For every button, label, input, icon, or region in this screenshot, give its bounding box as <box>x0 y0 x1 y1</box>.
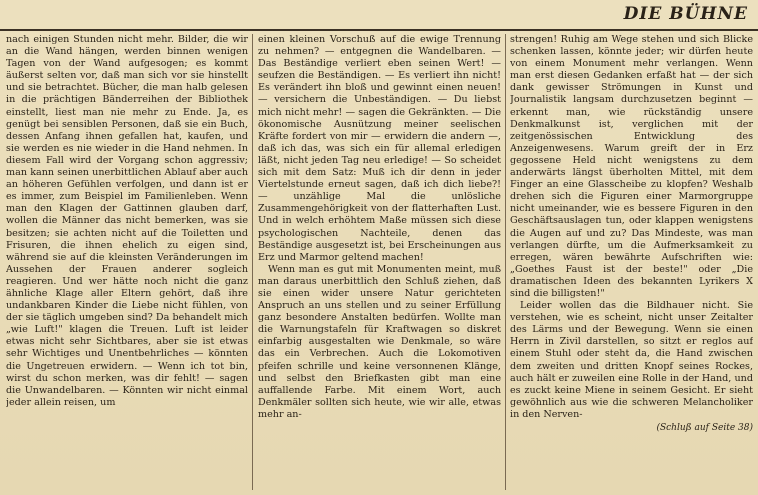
column-divider <box>505 34 506 490</box>
paragraph: nach einigen Stunden nicht mehr. Bilder, die wir an die Wand hängen, werden binnen wenigen Tagen von der Wand aufgesogen; es kommt äußerst selten vor, daß man sich vor sie hinstellt und sie betrachtet. Bücher, die man halb gelesen in die prächtigen Bänderreihen der Bibliothek einstellt, liest man nie mehr zu Ende. Ja, es genügt bei sensiblen Personen, daß sie ein Buch, dessen Anfang ihnen gefallen hat, kaufen, und sie werden es nie wieder in die Hand nehmen. In diesem Fall wird der Vorgang schon aggressiv; man kann seinen unerbittlichen Ablauf aber auch an höheren Gefühlen verfolgen, und dann ist er es immer, zum Beispiel im Familienleben. Wenn man den Klagen der Gattinnen glauben darf, wollen die Männer das nicht bemerken, was sie besitzen; sie achten nicht auf die Toiletten und Frisuren, die ihnen ehelich zu eigen sind, während sie auf die kleinsten Veränderungen im Aussehen der Frauen anderer sogleich reagieren. Und wer hätte noch nicht die ganz ähnliche Klage aller Eltern gehört, daß ihre undankbaren Kinder die Liebe nicht fühlen, von der sie täglich umgeben sind? Da behandelt mich „wie Luft!" klagen die Treuen. Luft ist leider etwas nicht sehr Sichtbares, aber sie ist etwas sehr Wichtiges und Unentbehrliches — könnten die Ungetreuen erwidern. — Wenn ich tot bin, wirst du schon merken, was dir fehlt! — sagen die Unwandelbaren. — Könnten wir nicht einmal jeder allein reisen, um <box>6 34 248 408</box>
text-column-3 <box>510 34 753 492</box>
header-rule <box>0 29 758 31</box>
continuation-note: (Schluß auf Seite 38) <box>656 423 753 433</box>
page-header-title: DIE BÜHNE <box>623 4 748 24</box>
text-column-1 <box>6 34 248 492</box>
paragraph: einen kleinen Vorschuß auf die ewige Trennung zu nehmen? — entgegnen die Wandelbaren. — Das Beständige verliert eben seinen Wert! — seufzen die Beständigen. — Es verliert ihn nicht! Es verändert ihn bloß und gewinnt einen neuen! — versichern die Unbeständigen. — Du liebst mich nicht mehr! — sagen die Gekränkten. — Die ökonomische Ausnützung meiner seelischen Kräfte fordert von mir — erwidern die andern —, daß ich das, was sich ein für allemal erledigen läßt, nicht jeden Tag neu erledige! — So scheidet sich mit dem Satz: Muß ich dir denn in jeder Viertelstunde erneut sagen, daß ich dich liebe?! — unzählige Mal die unlösliche Zusammengehörigkeit von der flatterhaften Lust. Und in welch erhöhtem Maße müssen sich diese psychologischen Nachteile, denen das Beständige ausgesetzt ist, bei Erscheinungen aus Erz und Marmor geltend machen! <box>258 34 501 263</box>
paragraph: Leider wollen das die Bildhauer nicht. Sie verstehen, wie es scheint, nicht unser Zeitalter des Lärms und der Bewegung. Wenn sie einen Herrn in Zivil darstellen, so sitzt er reglos auf einem Stuhl oder steht da, die Hand zwischen dem zweiten und dritten Knopf seines Rockes, auch hält er zuweilen eine Rolle in der Hand, und es zuckt keine Miene in seinem Gesicht. Er sieht gewöhnlich aus wie die schweren Melancholiker in den Nerven- <box>510 300 753 420</box>
text-column-2 <box>258 34 501 492</box>
paragraph: strengen! Ruhig am Wege stehen und sich Blicke schenken lassen, könnte jeder; wir dürfen heute von einem Monument mehr verlangen. Wenn man erst diesen Gedanken erfaßt hat — der sich dank gewisser Strömungen in Kunst und Journalistik langsam durchzusetzen beginnt — erkennt man, wie rückständig unsere Denkmalkunst ist, verglichen mit der zeitgenössischen Entwicklung des Anzeigenwesens. Warum greift der in Erz gegossene Held nicht wenigstens zu dem anderwärts längst überholten Mittel, mit dem Finger an eine Glasscheibe zu klopfen? Weshalb drehen sich die Figuren einer Marmorgruppe nicht umeinander, wie es bessere Figuren in den Geschäftsauslagen tun, oder klappen wenigstens die Augen auf und zu? Das Mindeste, was man verlangen dürfte, um die Aufmerksamkeit zu erregen, wären bewährte Aufschriften wie: „Goethes Faust ist der beste!" oder „Die dramatischen Ideen des bekannten Lyrikers X sind die billigsten!" <box>510 34 753 299</box>
paragraph: Wenn man es gut mit Monumenten meint, muß man daraus unerbittlich den Schluß ziehen, daß sie einen wider unsere Natur gerichteten Anspruch an uns stellen und zu seiner Erfüllung ganz besondere Anstalten bedürfen. Wollte man die Warnungstafeln für Kraftwagen so diskret einfarbig ausgestalten wie Denkmale, so wäre das ein Verbrechen. Auch die Lokomotiven pfeifen schrille und keine versonnenen Klänge, und selbst den Briefkasten gibt man eine auffallende Farbe. Mit einem Wort, auch Denkmäler sollten sich heute, wie wir alle, etwas mehr an- <box>258 263 501 420</box>
column-divider <box>252 34 253 490</box>
